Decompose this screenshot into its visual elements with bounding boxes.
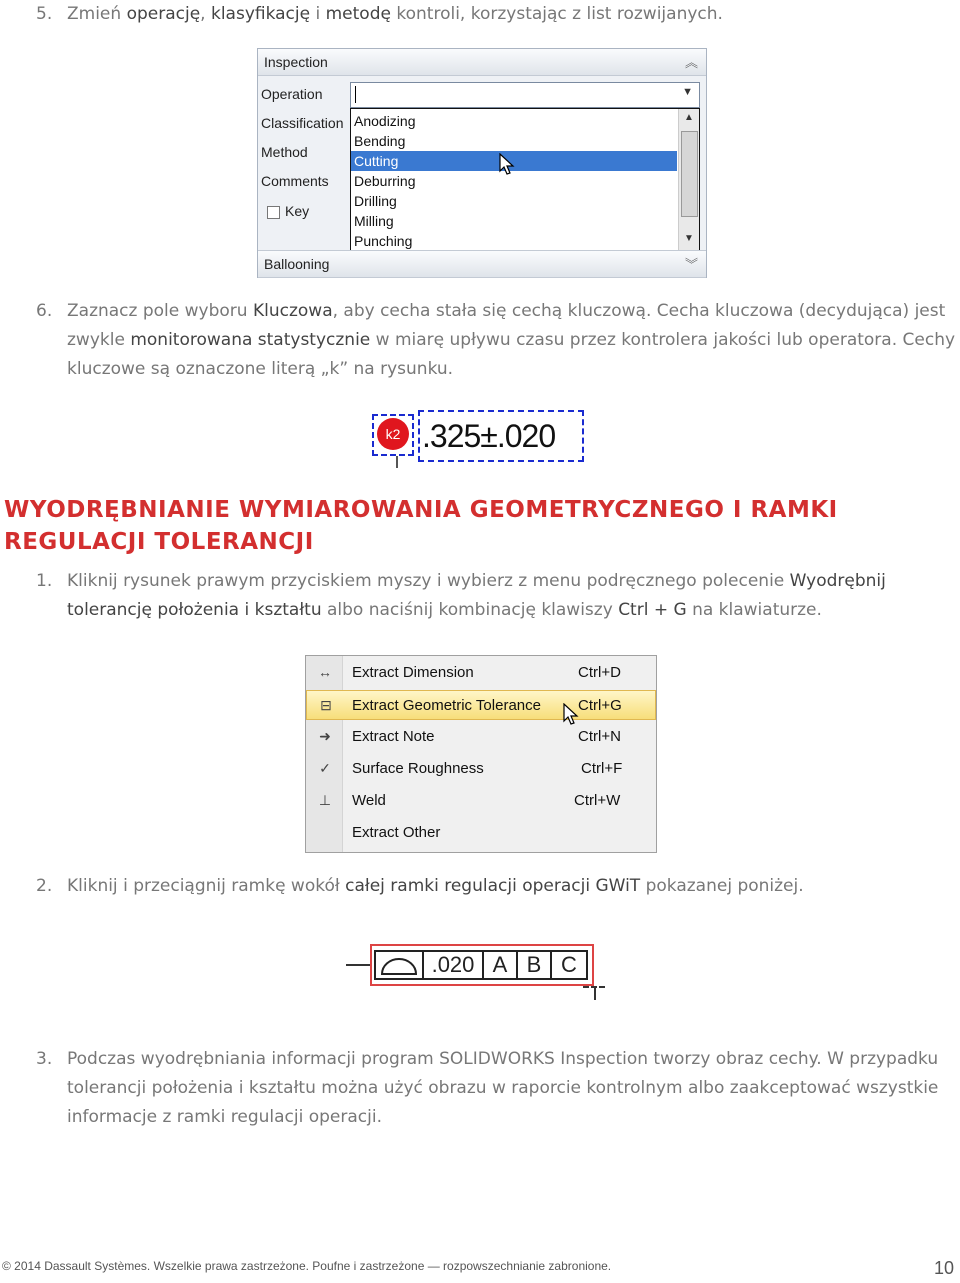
step-6: 6. Zaznacz pole wyboru Kluczowa, aby cecha stała się cechą kluczową. Cecha kluczowa (decydująca) jest zwykle monitorowana statystycznie w miarę upływu czasu przez kontrolera jakości lub operatora. Cechy kluczowe są oznaczone literą „k” na rysunku. — [36, 297, 958, 384]
section-heading: WYODRĘBNIANIE WYMIAROWANIA GEOMETRYCZNEGO I RAMKI REGULACJI TOLERANCJI — [4, 497, 838, 555]
term-key: Kluczowa — [252, 301, 333, 321]
page-number: 10 — [934, 1258, 955, 1278]
step-number: 1. — [36, 571, 53, 591]
scroll-up-icon[interactable]: ▲ — [684, 112, 694, 123]
tolerance-value: .020 — [422, 950, 484, 980]
term-extract-gdt: Wyodrębnij tolerancję położenia i kształtu — [67, 571, 886, 620]
scroll-thumb[interactable] — [681, 131, 698, 217]
menu-item-extract-other[interactable]: Extract Other — [352, 824, 441, 841]
step-number: 6. — [36, 301, 53, 321]
chevron-down-icon[interactable]: ▼ — [682, 86, 693, 98]
menu-item-extract-note[interactable]: ➜ Extract Note Ctrl+N — [306, 722, 656, 752]
option-punching[interactable]: Punching — [354, 233, 413, 249]
key-label: Key — [285, 203, 310, 219]
step-3: 3. Podczas wyodrębniania informacji program SOLIDWORKS Inspection tworzy obraz cechy. W przypadku tolerancji położenia i kształtu można użyć obrazu w raporcie kontrolnym albo zaakceptować wszystkie informacje z ramki regulacji operacji. — [36, 1045, 958, 1132]
operation-combobox[interactable] — [350, 82, 700, 108]
balloon-illustration — [372, 410, 588, 472]
step-1: 1. Kliknij rysunek prawym przyciskiem myszy i wybierz z menu podręcznego polecenie Wyodrębnij tolerancję położenia i kształtu albo naciśnij kombinację klawiszy Ctrl + G na klawiaturze. — [36, 567, 958, 625]
operation-label: Operation — [261, 86, 323, 102]
text-caret — [355, 86, 356, 103]
step-2: 2. Kliknij i przeciągnij ramkę wokół całej ramki regulacji operacji GWiT pokazanej poniżej. — [36, 872, 958, 901]
method-label: Method — [261, 144, 308, 160]
datum-b: B — [516, 950, 552, 980]
datum-a: A — [482, 950, 518, 980]
inspection-panel — [257, 48, 707, 278]
profile-of-surface-icon — [374, 950, 424, 980]
classification-label: Classification — [261, 115, 344, 131]
mouse-cursor-icon — [499, 153, 515, 177]
ballooning-title: Ballooning — [264, 256, 330, 272]
geometric-tolerance-icon: ⊟ — [320, 697, 332, 713]
note-icon: ➜ — [319, 728, 331, 744]
key-checkbox[interactable] — [267, 206, 280, 219]
dropdown-scrollbar[interactable] — [678, 109, 699, 251]
double-chevron-up-icon[interactable]: ︽ — [684, 55, 698, 70]
step-5: 5. Zmień operację, klasyfikację i metodę kontroli, korzystając z list rozwijanych. — [36, 0, 958, 29]
menu-item-extract-dimension[interactable]: ↔ Extract Dimension Ctrl+D — [306, 658, 656, 688]
feature-control-frame-selection — [370, 944, 594, 986]
option-bending[interactable]: Bending — [354, 133, 406, 149]
inspection-title: Inspection — [264, 54, 328, 70]
step-number: 2. — [36, 876, 53, 896]
term-shortcut: Ctrl + G — [618, 600, 687, 620]
option-cutting[interactable]: Cutting — [351, 151, 677, 171]
double-chevron-down-icon[interactable]: ︾ — [684, 257, 698, 272]
menu-item-extract-geometric-tolerance[interactable]: ⊟ Extract Geometric Tolerance Ctrl+G — [306, 690, 656, 720]
step-number: 5. — [36, 4, 53, 24]
comments-label: Comments — [261, 173, 329, 189]
term-statistically-monitored: monitorowana statystycznie — [130, 330, 371, 350]
footer-copyright: © 2014 Dassault Systèmes. Wszelkie prawa zastrzeżone. Poufne i zastrzeżone — rozpowszechnianie zabronione. — [2, 1259, 612, 1273]
leader-line — [396, 456, 398, 468]
balloon-k2: k2 — [377, 418, 409, 450]
scroll-down-icon[interactable]: ▼ — [684, 233, 694, 244]
term-whole-fcf: całej ramki regulacji operacji GWiT — [345, 876, 641, 896]
context-menu — [305, 655, 657, 853]
term-method: metodę — [325, 4, 391, 24]
dimension-icon: ↔ — [318, 664, 332, 680]
option-deburring[interactable]: Deburring — [354, 173, 416, 189]
crosshair-cursor — [594, 986, 596, 1000]
term-operation: operację — [126, 4, 201, 24]
step-number: 3. — [36, 1049, 53, 1069]
ballooning-header[interactable] — [258, 250, 706, 278]
option-milling[interactable]: Milling — [354, 213, 394, 229]
term-classification: klasyfikację — [210, 4, 311, 24]
operation-dropdown-list[interactable] — [350, 108, 700, 252]
inspection-header[interactable] — [258, 49, 706, 76]
menu-item-weld[interactable]: ⊥ Weld Ctrl+W — [306, 786, 656, 816]
surface-roughness-icon: ✓ — [319, 760, 331, 776]
option-drilling[interactable]: Drilling — [354, 193, 397, 209]
weld-icon: ⊥ — [318, 792, 332, 808]
option-anodizing[interactable]: Anodizing — [354, 113, 416, 129]
dimension-text: .325±.020 — [422, 418, 556, 454]
fcf-leader-line — [346, 964, 372, 966]
menu-item-surface-roughness[interactable]: ✓ Surface Roughness Ctrl+F — [306, 754, 656, 784]
datum-c: C — [550, 950, 588, 980]
